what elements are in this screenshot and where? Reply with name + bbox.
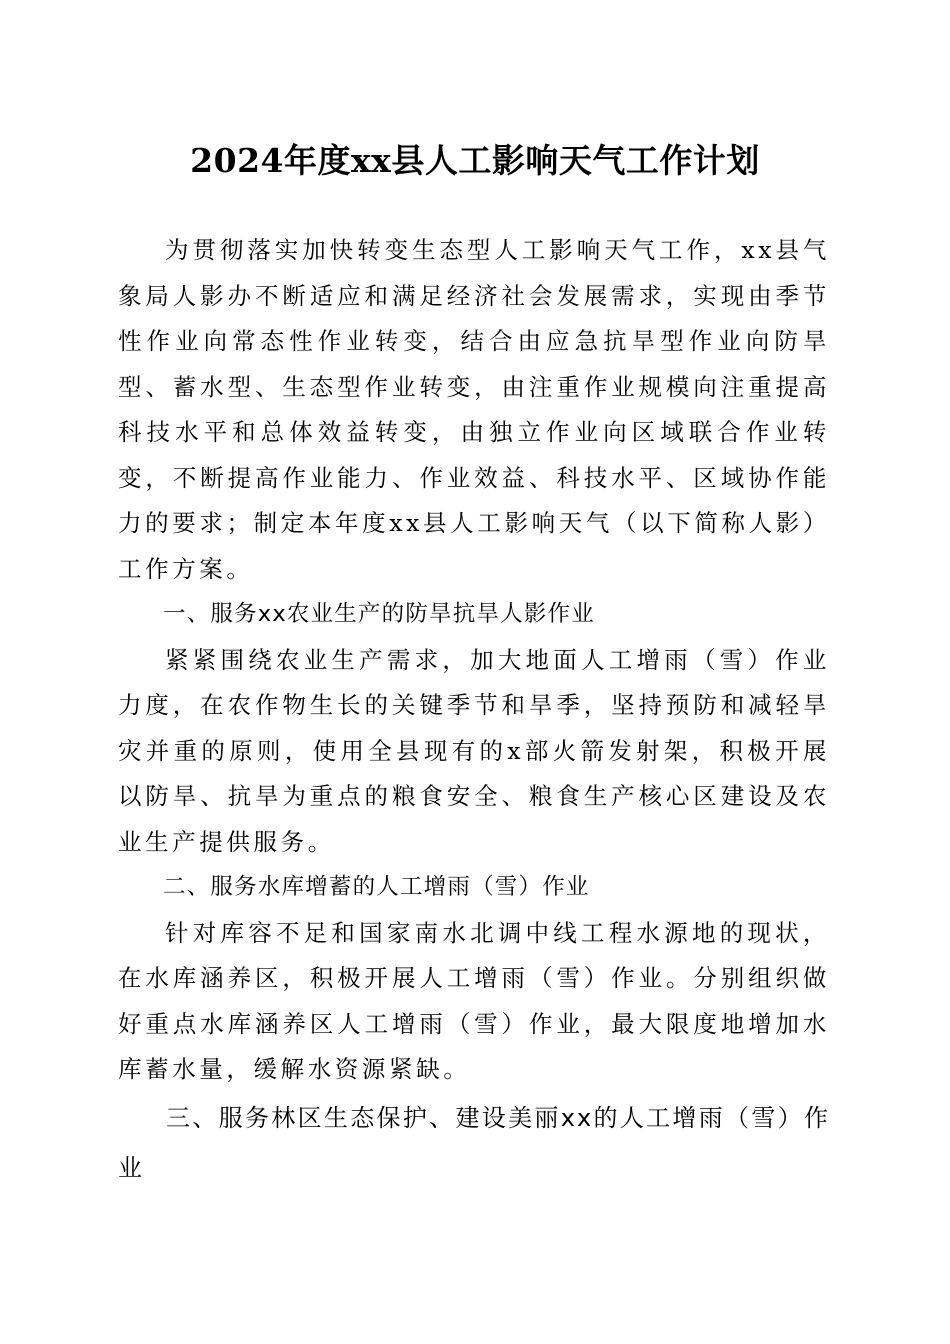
section-heading-1: 一、服务xx农业生产的防旱抗旱人影作业 [163, 601, 595, 627]
section-heading-2: 二、服务水库增蓄的人工增雨（雪）作业 [163, 874, 590, 900]
section-paragraph-1: 紧紧围绕农业生产需求，加大地面人工增雨（雪）作业力度，在农作物生长的关键季节和旱季，坚持预防和减轻旱灾并重的原则，使用全县现有的x部火箭发射架，积极开展以防旱、抗旱为重点的粮食安全、粮食生产核心区建设及农业生产提供服务。 [118, 645, 830, 856]
section-heading-3: 三、服务林区生态保护、建设美丽xx的人工增雨（雪）作业 [118, 1103, 830, 1182]
intro-paragraph: 为贯彻落实加快转变生态型人工影响天气工作，xx县气象局人影办不断适应和满足经济社会发展需求，实现由季节性作业向常态性作业转变，结合由应急抗旱型作业向防旱型、蓄水型、生态型作业转变，由注重作业规模向注重提高科技水平和总体效益转变，由独立作业向区域联合作业转变，不断提高作业能力、作业效益、科技水平、区域协作能力的要求；制定本年度xx县人工影响天气（以下简称人影）工作方案。 [118, 236, 830, 583]
document-body [118, 228, 830, 1193]
document-title: 2024年度xx县人工影响天气工作计划 [190, 141, 760, 180]
section-paragraph-2: 针对库容不足和国家南水北调中线工程水源地的现状，在水库涵养区，积极开展人工增雨（雪）作业。分别组织做好重点水库涵养区人工增雨（雪）作业，最大限度地增加水库蓄水量，缓解水资源紧缺。 [118, 918, 830, 1083]
